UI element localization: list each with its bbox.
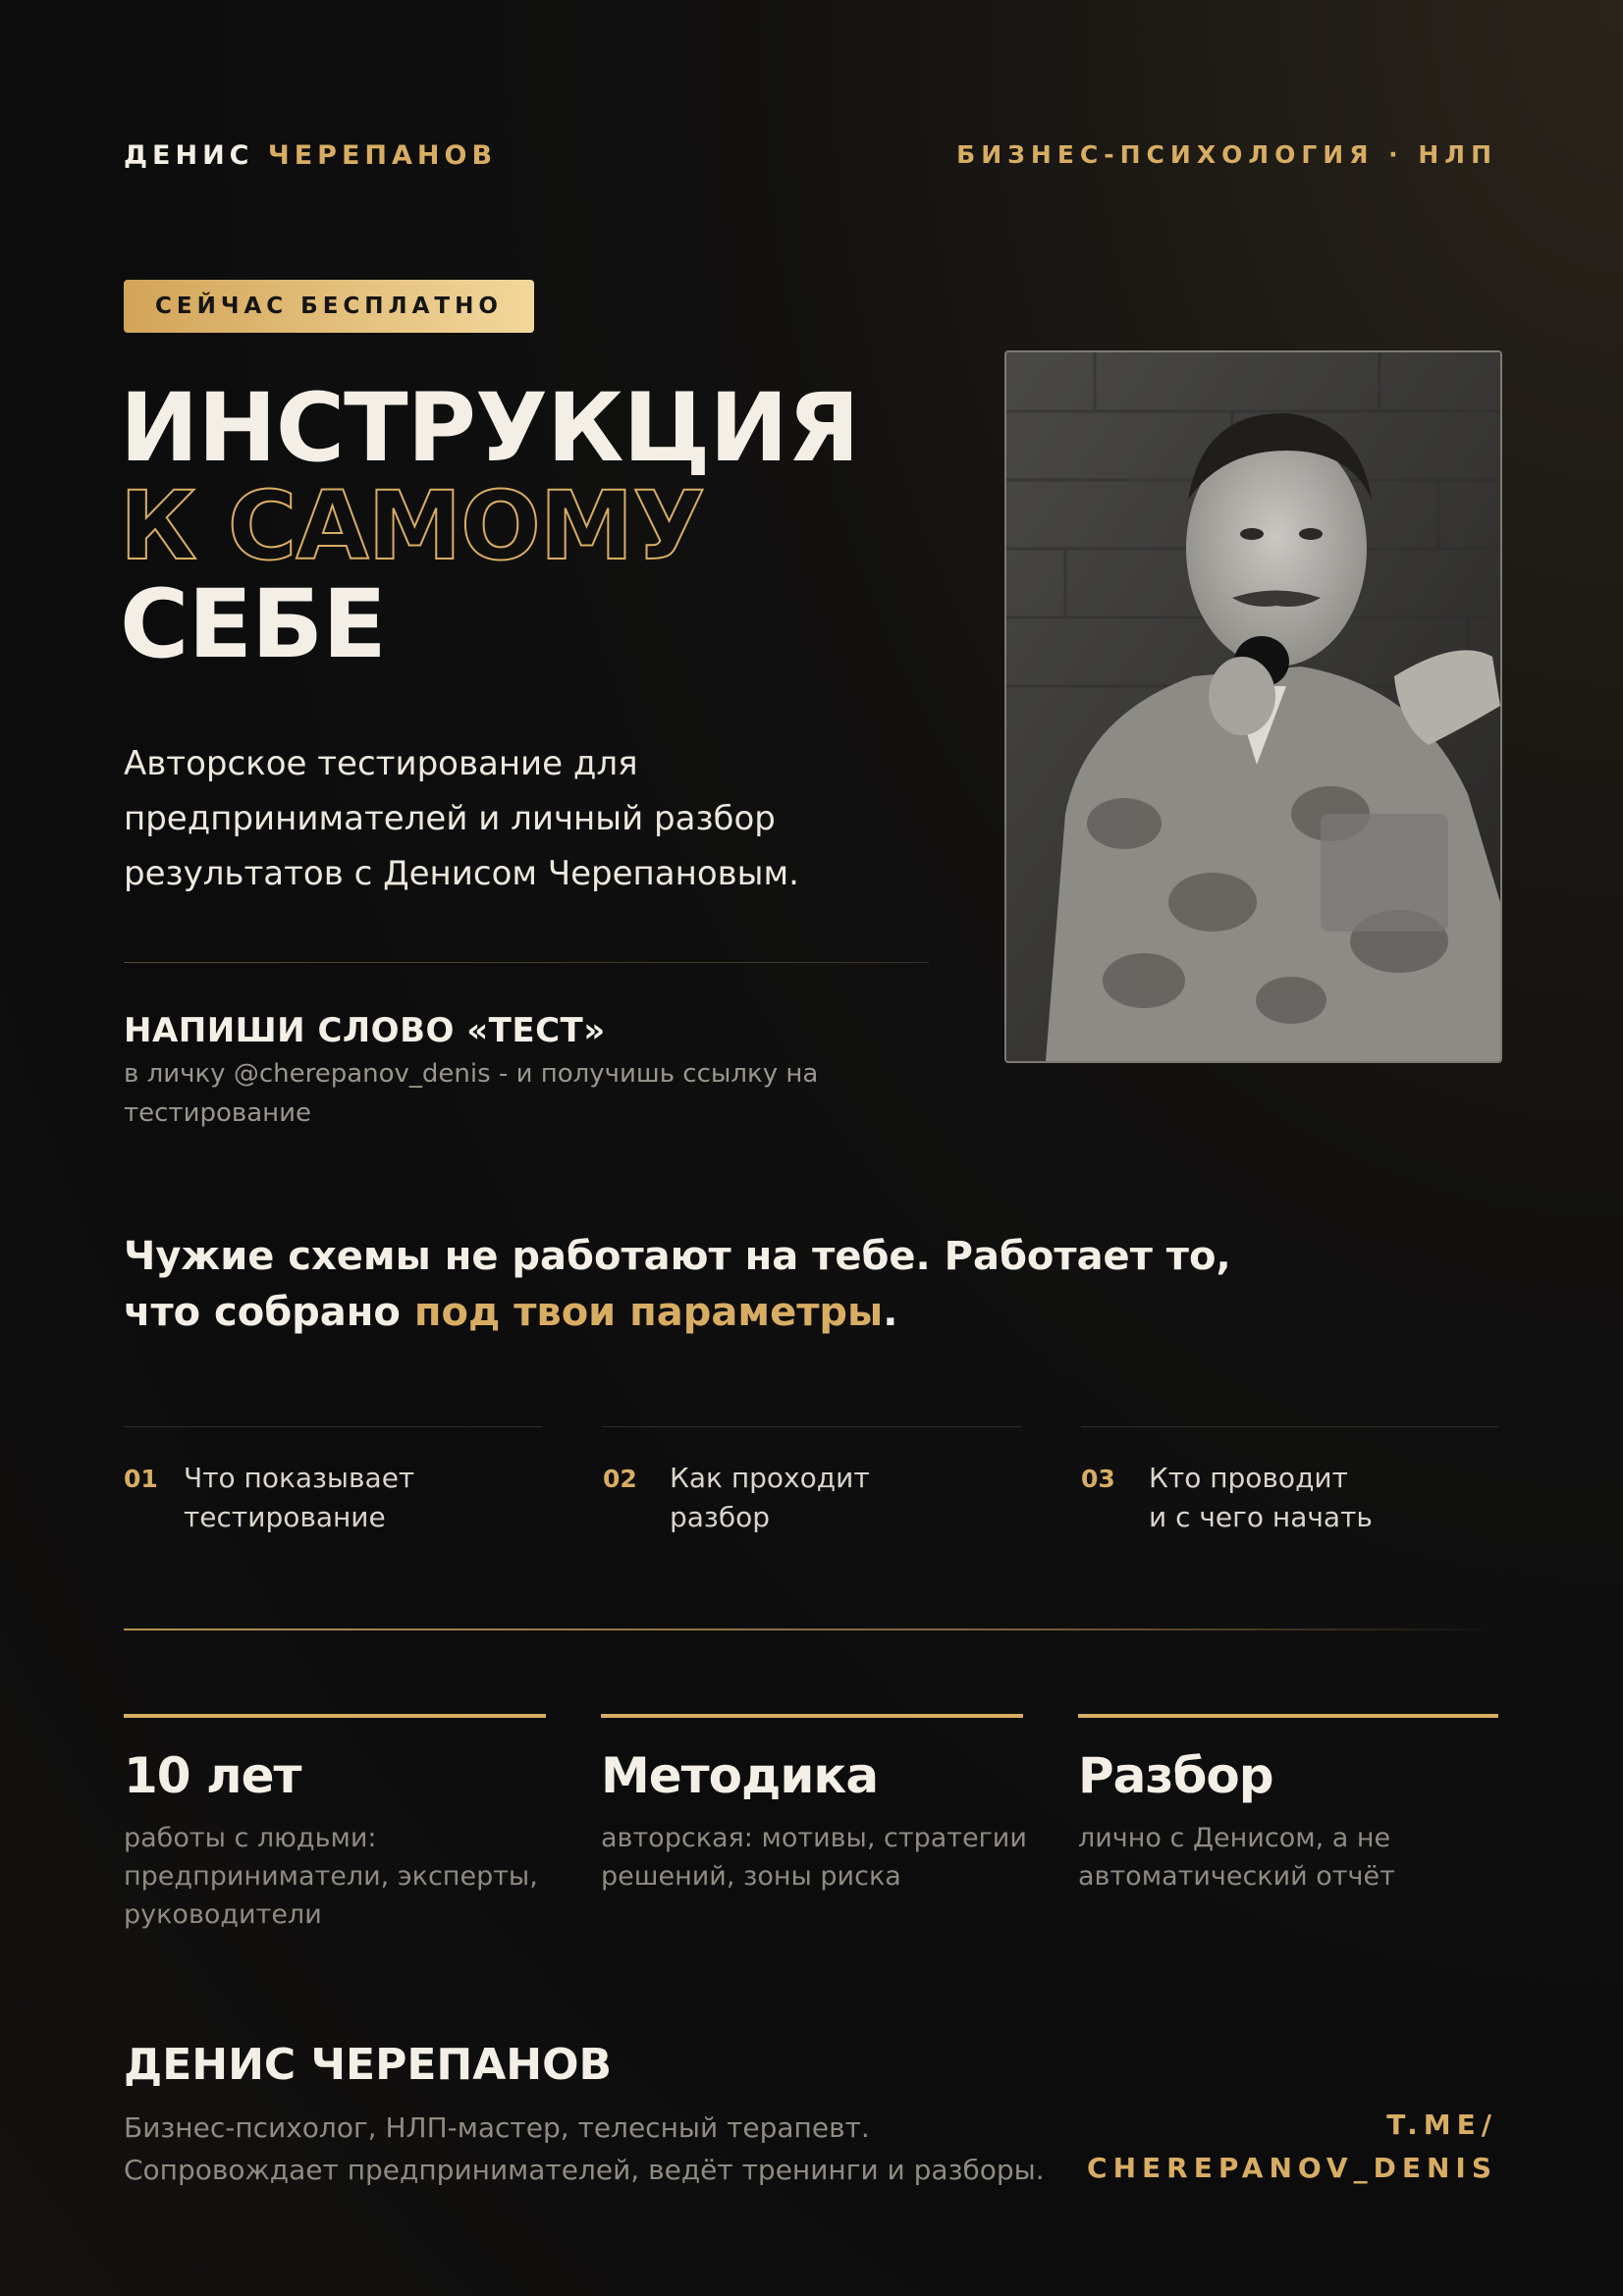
step-number: 03 <box>1081 1465 1115 1493</box>
author-photo-image <box>1006 352 1500 1061</box>
stat-description: лично с Денисом, а не автоматический отчёт <box>1078 1823 1395 1892</box>
step-text-line: Что показывает <box>184 1462 415 1494</box>
step-divider <box>1081 1426 1498 1427</box>
section-divider <box>124 1629 1498 1630</box>
step-text-line: разбор <box>670 1501 770 1533</box>
free-badge: СЕЙЧАС БЕСПЛАТНО <box>124 280 534 333</box>
brand-last-name: ЧЕРЕПАНОВ <box>267 140 498 171</box>
step-divider <box>124 1426 542 1427</box>
page-title <box>120 373 859 679</box>
telegram-link[interactable] <box>1087 2104 1497 2190</box>
step-number: 01 <box>124 1465 158 1493</box>
stat-accent-bar <box>601 1714 1023 1718</box>
title-line-1: ИНСТРУКЦИЯ <box>120 373 859 483</box>
step-text <box>1149 1459 1463 1537</box>
title-line-2: К САМОМУ <box>120 471 705 581</box>
author-description <box>124 2107 1106 2191</box>
headline-line-2 <box>124 1285 1231 1341</box>
headline-highlight: под твои параметры <box>413 1290 884 1335</box>
stat-title: Методика <box>601 1747 879 1804</box>
headline-text: что собрано <box>124 1290 414 1335</box>
step-text-line: Как проходит <box>670 1462 870 1494</box>
brand-name <box>124 140 497 171</box>
headline <box>124 1229 1231 1341</box>
cta-title: НАПИШИ СЛОВО «ТЕСТ» <box>124 1011 606 1050</box>
cta-subtitle: в личку @cherepanov_denis - и получишь ссылку на тестирование <box>124 1059 819 1128</box>
author-photo <box>1004 350 1502 1063</box>
step-text <box>184 1459 498 1537</box>
author-description-line: Сопровождает предпринимателей, ведёт тренинги и разборы. <box>124 2154 1045 2186</box>
step-text-line: Кто проводит <box>1149 1462 1348 1494</box>
stat-accent-bar <box>124 1714 546 1718</box>
telegram-link-line: CHEREPANOV_DENIS <box>1087 2152 1497 2184</box>
step-number: 02 <box>603 1465 637 1493</box>
step-text-line: и с чего начать <box>1149 1501 1373 1533</box>
step-text-line: тестирование <box>184 1501 386 1533</box>
lead-text: Авторское тестирование для предпринимателей и личный разбор результатов с Денисом Черепановым. <box>124 744 799 893</box>
stat-description: работы с людьми: предприниматели, эксперты, руководители <box>124 1823 538 1930</box>
headline-end: . <box>883 1290 898 1335</box>
author-description-line: Бизнес-психолог, НЛП-мастер, телесный терапевт. <box>124 2111 870 2144</box>
headline-line-1: Чужие схемы не работают на тебе. Работает то, <box>124 1234 1231 1279</box>
brand-first-name: ДЕНИС <box>124 140 254 171</box>
stat-title: Разбор <box>1078 1747 1273 1804</box>
divider <box>124 962 929 963</box>
brand-tagline: БИЗНЕС-ПСИХОЛОГИЯ · НЛП <box>956 140 1497 169</box>
title-line-3: СЕБЕ <box>120 569 386 679</box>
step-divider <box>603 1426 1021 1427</box>
stat-title: 10 лет <box>124 1747 301 1804</box>
telegram-link-line: T.ME/ <box>1386 2109 1497 2141</box>
stat-description: авторская: мотивы, стратегии решений, зоны риска <box>601 1823 1027 1892</box>
author-name: ДЕНИС ЧЕРЕПАНОВ <box>124 2040 613 2090</box>
stat-accent-bar <box>1078 1714 1498 1718</box>
step-text <box>670 1459 984 1537</box>
